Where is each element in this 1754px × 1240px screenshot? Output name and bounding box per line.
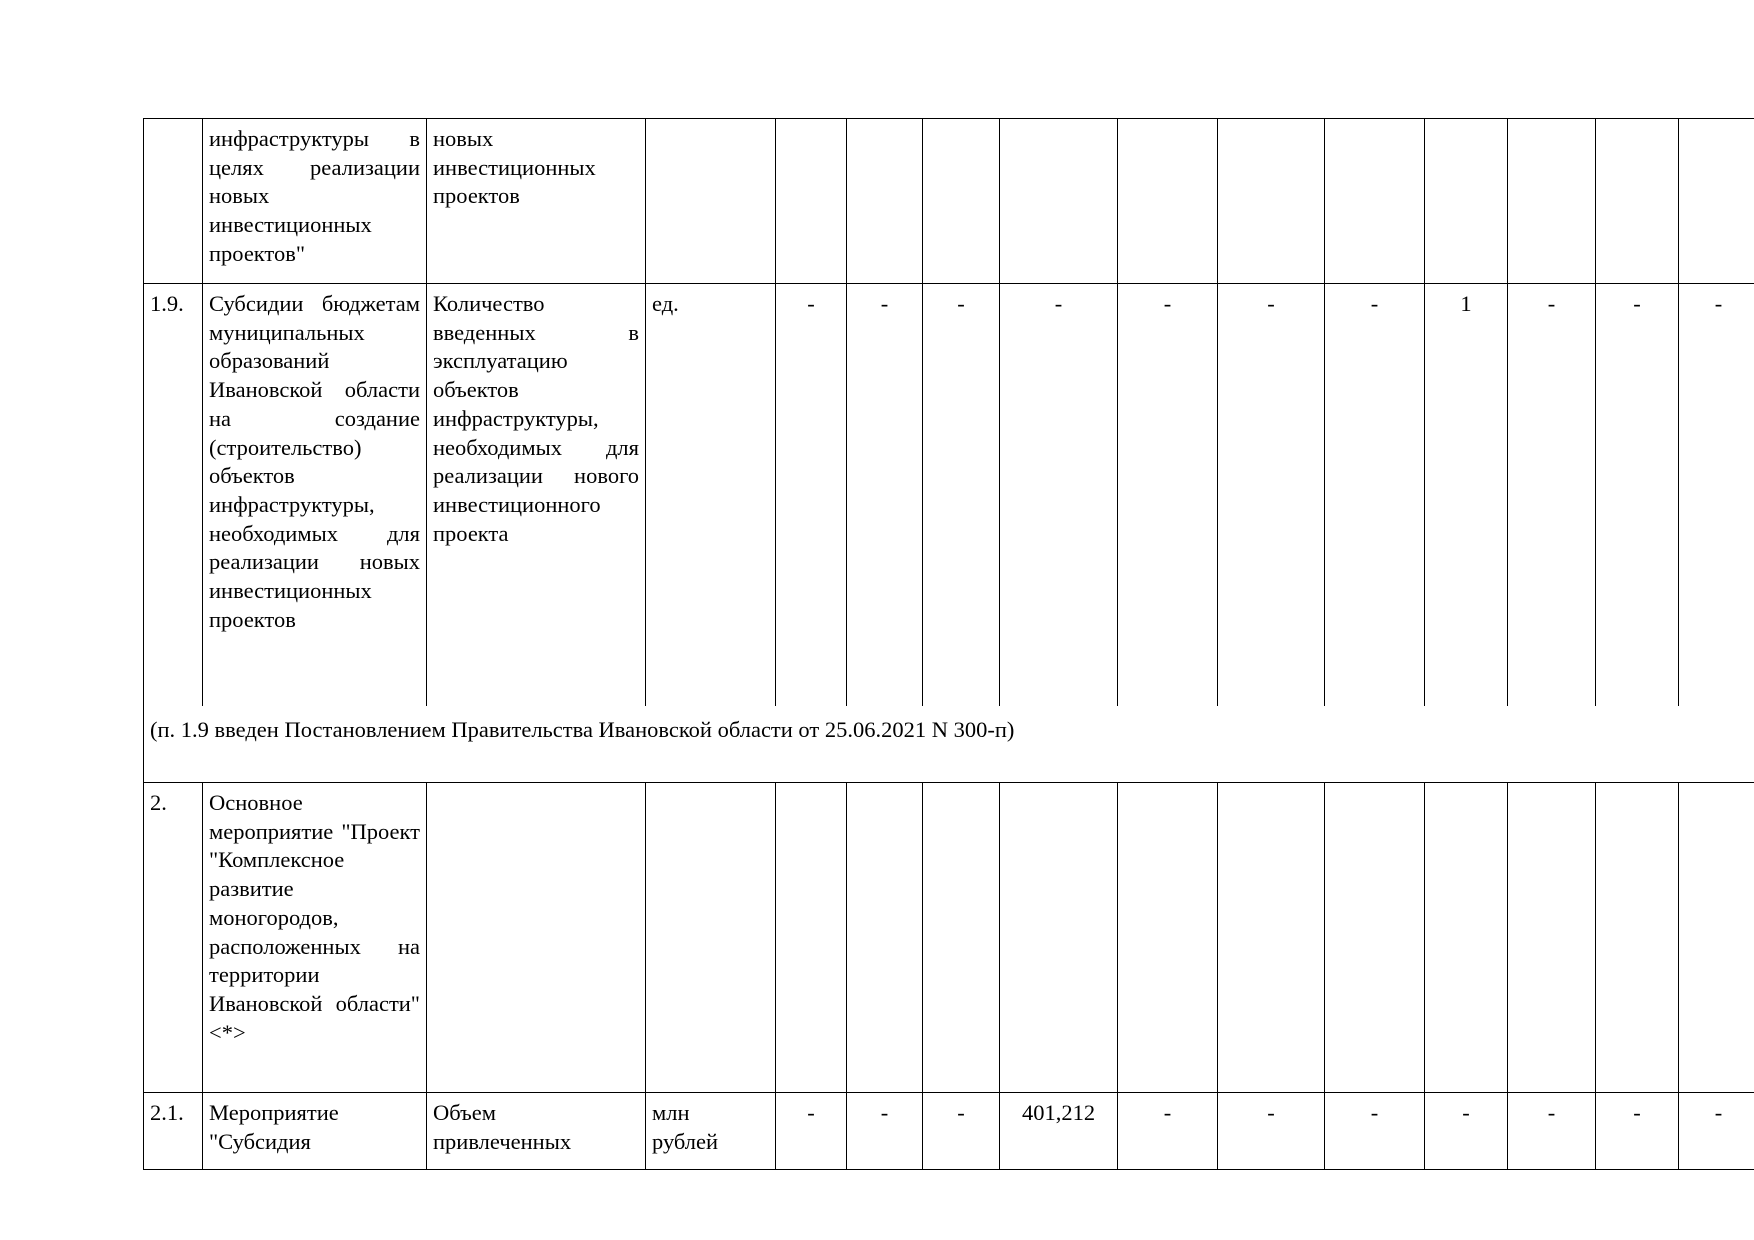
measure-name: Субсидии бюджетам муниципальных образований Ивановской области на создание (строительство) объектов инфраструктуры, необходимых для реализации новых инвестиционных проектов [203, 284, 427, 707]
table-row [144, 1093, 1754, 1170]
value-cell: - [923, 284, 1000, 707]
value-cell: - [1508, 1093, 1596, 1170]
value-cell: - [776, 1093, 847, 1170]
value-cell [1118, 119, 1218, 284]
value-cell [1679, 119, 1754, 284]
value-cell: - [1596, 1093, 1679, 1170]
value-cell: - [1218, 284, 1325, 707]
value-cell: - [923, 1093, 1000, 1170]
value-cell [1425, 119, 1508, 284]
measure-name: инфраструктуры в целях реализации новых инвестиционных проектов" [203, 119, 427, 284]
value-cell: - [1118, 1093, 1218, 1170]
value-cell [1118, 783, 1218, 1093]
table-row [144, 284, 1754, 707]
value-cell: - [847, 1093, 923, 1170]
value-cell: - [1325, 1093, 1425, 1170]
value-cell [1325, 783, 1425, 1093]
amendment-note-text: (п. 1.9 введен Постановлением Правительства Ивановской области от 25.06.2021 N 300-п) [150, 717, 1015, 742]
value-cell: 401,212 [1000, 1093, 1118, 1170]
value-cell: - [1000, 284, 1118, 707]
value-cell [923, 119, 1000, 284]
value-cell [923, 783, 1000, 1093]
row-number [144, 119, 203, 284]
value-cell [847, 119, 923, 284]
unit: ед. [646, 284, 776, 707]
table-row [144, 783, 1754, 1093]
row-number: 2.1. [144, 1093, 203, 1170]
value-cell: 1 [1425, 284, 1508, 707]
value-cell: - [1679, 284, 1754, 707]
value-cell: - [1679, 1093, 1754, 1170]
value-cell: - [1218, 1093, 1325, 1170]
value-cell [1000, 119, 1118, 284]
indicator-name: Количество введенных в эксплуатацию объектов инфраструктуры, необходимых для реализации нового инвестиционного проекта [427, 284, 646, 707]
value-cell [1508, 783, 1596, 1093]
value-cell [1218, 119, 1325, 284]
value-cell [1000, 783, 1118, 1093]
value-cell [1679, 783, 1754, 1093]
unit [646, 783, 776, 1093]
indicator-name: новых инвестиционных проектов [427, 119, 646, 284]
unit [646, 119, 776, 284]
measure-name: Основное мероприятие "Проект "Комплексное развитие моногородов, расположенных на территории Ивановской области" <*> [203, 783, 427, 1093]
value-cell [1508, 119, 1596, 284]
value-cell: - [1325, 284, 1425, 707]
value-cell [1596, 783, 1679, 1093]
measure-name: Мероприятие "Субсидия [203, 1093, 427, 1170]
value-cell [776, 119, 847, 284]
row-number: 1.9. [144, 284, 203, 707]
value-cell [1218, 783, 1325, 1093]
amendment-note-row [144, 706, 1754, 783]
value-cell [1425, 783, 1508, 1093]
value-cell [847, 783, 923, 1093]
indicator-name: Объем привлеченных [427, 1093, 646, 1170]
value-cell [1325, 119, 1425, 284]
indicators-table [143, 118, 1754, 1170]
value-cell [1596, 119, 1679, 284]
amendment-note [144, 706, 1754, 783]
indicator-name [427, 783, 646, 1093]
value-cell [776, 783, 847, 1093]
value-cell: - [776, 284, 847, 707]
row-number: 2. [144, 783, 203, 1093]
value-cell: - [1425, 1093, 1508, 1170]
value-cell: - [1508, 284, 1596, 707]
table-row [144, 119, 1754, 284]
value-cell: - [1118, 284, 1218, 707]
value-cell: - [847, 284, 923, 707]
unit: млн рублей [646, 1093, 776, 1170]
value-cell: - [1596, 284, 1679, 707]
